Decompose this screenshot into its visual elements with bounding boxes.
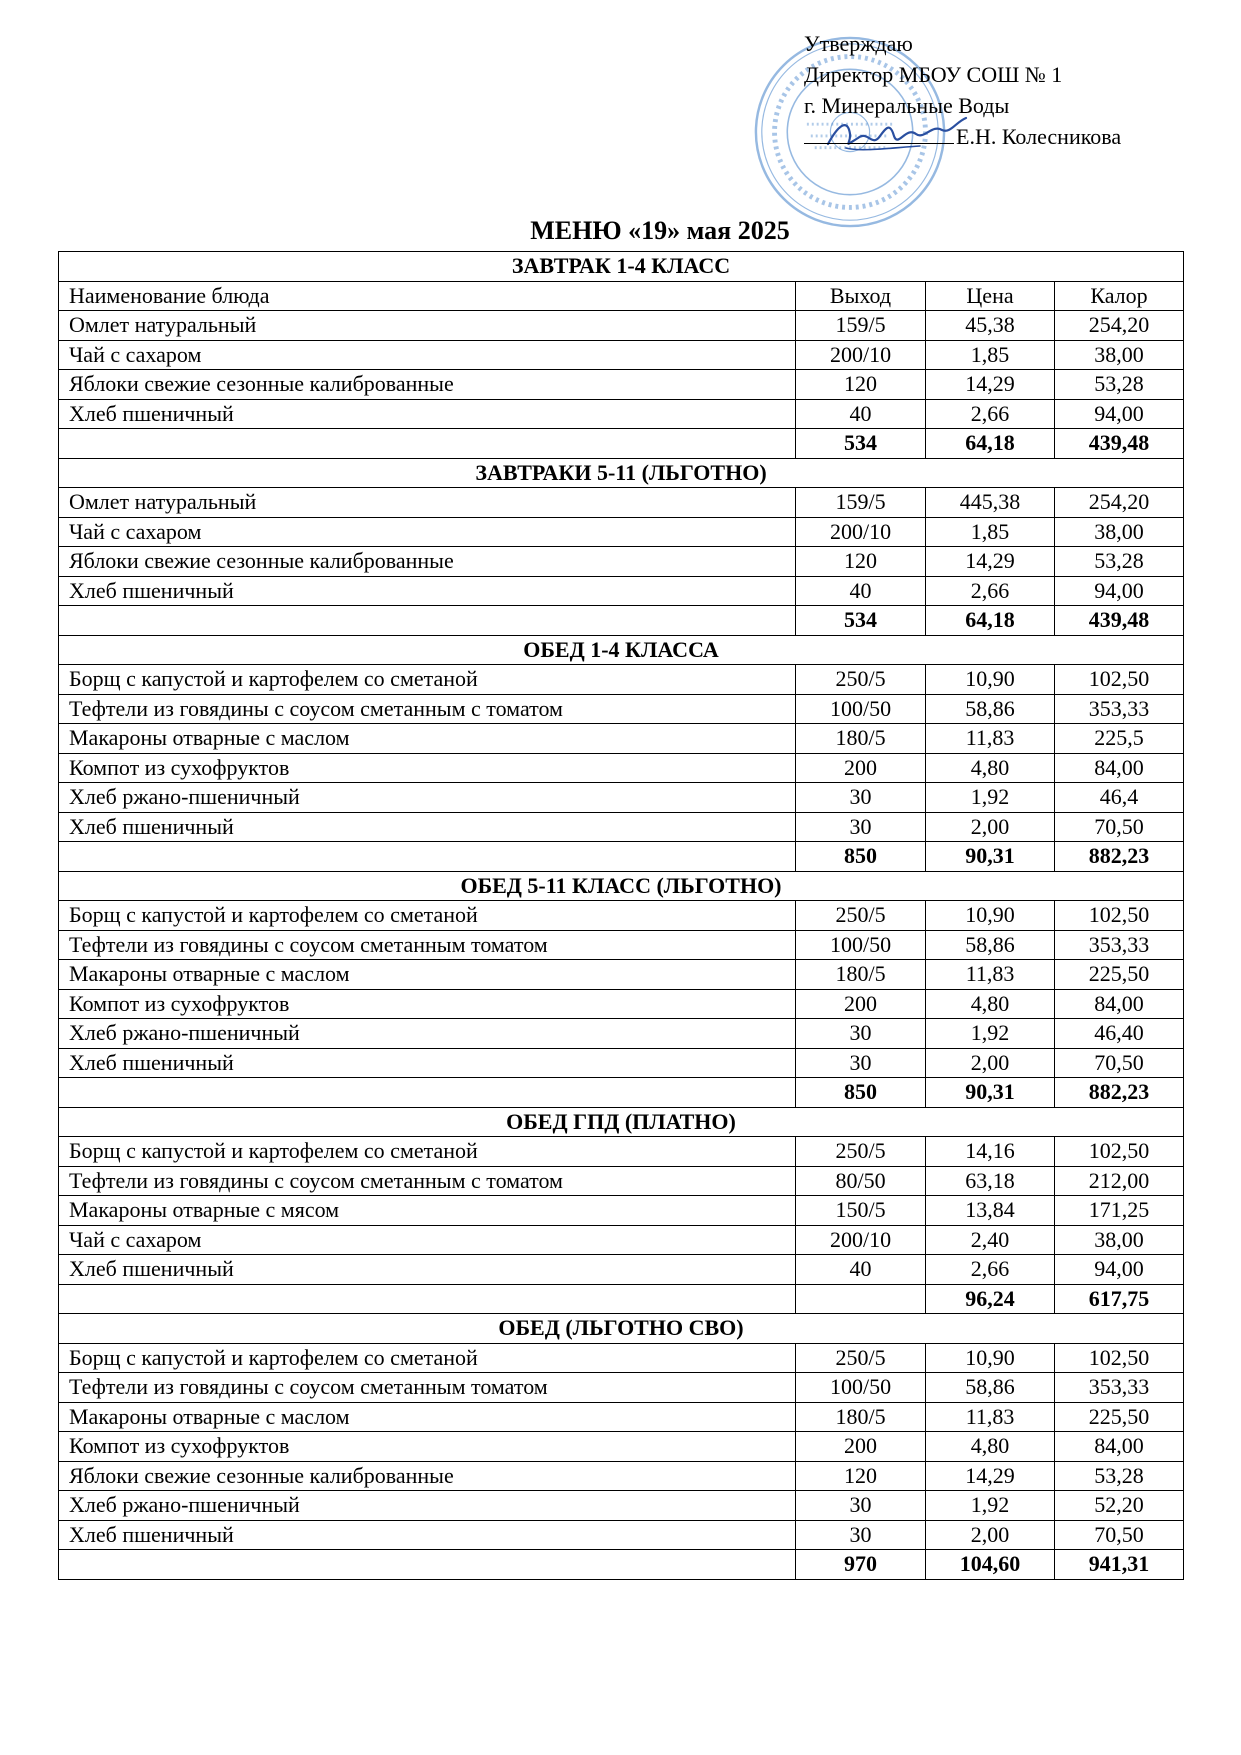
header-calories: Калор [1055,281,1184,311]
section-heading-row [59,871,1184,901]
table-row [59,488,1184,518]
total-calories: 882,23 [1055,842,1184,872]
dish-name: Яблоки свежие сезонные калиброванные [59,1461,796,1491]
dish-calories: 171,25 [1055,1196,1184,1226]
table-row [59,340,1184,370]
table-row [59,724,1184,754]
dish-price: 2,66 [926,576,1055,606]
dish-price: 10,90 [926,1343,1055,1373]
dish-calories: 102,50 [1055,1343,1184,1373]
total-row [59,1284,1184,1314]
dish-name: Компот из сухофруктов [59,989,796,1019]
table-row [59,1461,1184,1491]
dish-calories: 353,33 [1055,694,1184,724]
dish-price: 1,92 [926,1491,1055,1521]
dish-output: 150/5 [796,1196,926,1226]
total-output: 534 [796,606,926,636]
dish-name: Чай с сахаром [59,517,796,547]
total-output: 850 [796,842,926,872]
dish-name: Хлеб пшеничный [59,399,796,429]
dish-calories: 225,5 [1055,724,1184,754]
dish-calories: 102,50 [1055,665,1184,695]
dish-calories: 94,00 [1055,576,1184,606]
dish-calories: 38,00 [1055,517,1184,547]
dish-price: 4,80 [926,753,1055,783]
approval-position: Директор МБОУ СОШ № 1 [804,62,1063,87]
total-price: 64,18 [926,606,1055,636]
dish-name: Хлеб пшеничный [59,576,796,606]
dish-output: 100/50 [796,694,926,724]
dish-name: Борщ с капустой и картофелем со сметаной [59,1343,796,1373]
table-row [59,1166,1184,1196]
dish-name: Яблоки свежие сезонные калиброванные [59,547,796,577]
table-row [59,1048,1184,1078]
total-price: 96,24 [926,1284,1055,1314]
dish-output: 40 [796,576,926,606]
dish-calories: 52,20 [1055,1491,1184,1521]
dish-calories: 212,00 [1055,1166,1184,1196]
dish-calories: 70,50 [1055,1048,1184,1078]
total-calories: 439,48 [1055,429,1184,459]
dish-name: Тефтели из говядины с соусом сметанным томатом [59,1373,796,1403]
table-row [59,930,1184,960]
table-row [59,960,1184,990]
dish-name: Хлеб ржано-пшеничный [59,1019,796,1049]
dish-calories: 225,50 [1055,1402,1184,1432]
section-heading-row [59,635,1184,665]
dish-price: 2,66 [926,399,1055,429]
dish-name: Чай с сахаром [59,340,796,370]
table-row [59,1402,1184,1432]
menu-table [58,251,1184,1580]
dish-price: 14,29 [926,370,1055,400]
table-row [59,1520,1184,1550]
dish-output: 40 [796,399,926,429]
dish-output: 30 [796,1048,926,1078]
dish-output: 200 [796,1432,926,1462]
dish-calories: 94,00 [1055,1255,1184,1285]
table-row [59,517,1184,547]
dish-output: 200/10 [796,340,926,370]
dish-name: Макароны отварные с маслом [59,1402,796,1432]
dish-calories: 254,20 [1055,311,1184,341]
section-heading-row [59,1314,1184,1344]
dish-name: Компот из сухофруктов [59,753,796,783]
header-price: Цена [926,281,1055,311]
dish-name: Макароны отварные с маслом [59,960,796,990]
dish-name: Компот из сухофруктов [59,1432,796,1462]
total-label-empty [59,429,796,459]
signature-blank [804,123,954,144]
dish-calories: 94,00 [1055,399,1184,429]
dish-price: 1,85 [926,340,1055,370]
section-title: ЗАВТРАКИ 5-11 (ЛЬГОТНО) [59,458,1184,488]
table-row [59,576,1184,606]
total-calories: 439,48 [1055,606,1184,636]
dish-calories: 53,28 [1055,547,1184,577]
dish-calories: 53,28 [1055,1461,1184,1491]
dish-output: 40 [796,1255,926,1285]
total-calories: 882,23 [1055,1078,1184,1108]
dish-calories: 46,40 [1055,1019,1184,1049]
dish-price: 445,38 [926,488,1055,518]
dish-price: 1,85 [926,517,1055,547]
total-output: 534 [796,429,926,459]
dish-calories: 353,33 [1055,1373,1184,1403]
dish-price: 14,16 [926,1137,1055,1167]
dish-output: 200 [796,989,926,1019]
dish-calories: 84,00 [1055,989,1184,1019]
dish-output: 200/10 [796,517,926,547]
dish-calories: 353,33 [1055,930,1184,960]
dish-price: 11,83 [926,724,1055,754]
total-label-empty [59,842,796,872]
table-row [59,1255,1184,1285]
dish-name: Омлет натуральный [59,488,796,518]
dish-calories: 38,00 [1055,340,1184,370]
dish-calories: 225,50 [1055,960,1184,990]
dish-output: 250/5 [796,1137,926,1167]
dish-output: 200/10 [796,1225,926,1255]
table-row [59,1196,1184,1226]
dish-calories: 102,50 [1055,1137,1184,1167]
dish-calories: 84,00 [1055,1432,1184,1462]
total-price: 64,18 [926,429,1055,459]
dish-output: 120 [796,547,926,577]
total-row [59,1550,1184,1580]
table-row [59,399,1184,429]
table-row [59,812,1184,842]
total-output: 970 [796,1550,926,1580]
total-output: 850 [796,1078,926,1108]
table-row [59,1019,1184,1049]
dish-calories: 84,00 [1055,753,1184,783]
total-row [59,429,1184,459]
dish-name: Борщ с капустой и картофелем со сметаной [59,1137,796,1167]
dish-output: 120 [796,370,926,400]
dish-price: 14,29 [926,547,1055,577]
dish-calories: 102,50 [1055,901,1184,931]
dish-price: 2,00 [926,1048,1055,1078]
dish-price: 2,00 [926,1520,1055,1550]
dish-name: Тефтели из говядины с соусом сметанным с томатом [59,1166,796,1196]
dish-price: 14,29 [926,1461,1055,1491]
section-title: ЗАВТРАК 1-4 КЛАСС [59,252,1184,282]
dish-calories: 53,28 [1055,370,1184,400]
section-heading-row [59,252,1184,282]
table-row [59,783,1184,813]
dish-price: 45,38 [926,311,1055,341]
dish-price: 11,83 [926,1402,1055,1432]
dish-output: 30 [796,1491,926,1521]
total-label-empty [59,606,796,636]
dish-output: 250/5 [796,901,926,931]
approval-heading: Утверждаю [804,31,913,56]
dish-output: 250/5 [796,665,926,695]
section-title: ОБЕД (ЛЬГОТНО СВО) [59,1314,1184,1344]
dish-name: Борщ с капустой и картофелем со сметаной [59,665,796,695]
table-row [59,1491,1184,1521]
dish-name: Макароны отварные с мясом [59,1196,796,1226]
header-name: Наименование блюда [59,281,796,311]
table-row [59,1373,1184,1403]
table-row [59,665,1184,695]
table-row [59,989,1184,1019]
total-price: 90,31 [926,1078,1055,1108]
table-row [59,370,1184,400]
total-calories: 941,31 [1055,1550,1184,1580]
dish-name: Хлеб пшеничный [59,812,796,842]
dish-output: 100/50 [796,1373,926,1403]
dish-name: Хлеб пшеничный [59,1255,796,1285]
page-title: МЕНЮ «19» мая 2025 [530,216,790,245]
dish-output: 120 [796,1461,926,1491]
dish-output: 80/50 [796,1166,926,1196]
dish-output: 159/5 [796,488,926,518]
total-calories: 617,75 [1055,1284,1184,1314]
dish-calories: 70,50 [1055,812,1184,842]
approval-block [804,28,1121,152]
dish-calories: 46,4 [1055,783,1184,813]
dish-output: 200 [796,753,926,783]
section-title: ОБЕД 5-11 КЛАСС (ЛЬГОТНО) [59,871,1184,901]
section-heading-row [59,1107,1184,1137]
dish-output: 159/5 [796,311,926,341]
dish-name: Борщ с капустой и картофелем со сметаной [59,901,796,931]
section-heading-row [59,458,1184,488]
total-price: 104,60 [926,1550,1055,1580]
approval-city: г. Минеральные Воды [804,93,1010,118]
dish-name: Тефтели из говядины с соусом сметанным томатом [59,930,796,960]
total-label-empty [59,1078,796,1108]
dish-calories: 254,20 [1055,488,1184,518]
dish-price: 2,66 [926,1255,1055,1285]
dish-output: 30 [796,812,926,842]
total-label-empty [59,1284,796,1314]
dish-price: 58,86 [926,694,1055,724]
dish-name: Хлеб пшеничный [59,1520,796,1550]
menu-table-body [59,252,1184,1580]
dish-price: 63,18 [926,1166,1055,1196]
dish-price: 58,86 [926,930,1055,960]
dish-price: 11,83 [926,960,1055,990]
total-row [59,842,1184,872]
dish-name: Хлеб ржано-пшеничный [59,783,796,813]
dish-price: 1,92 [926,783,1055,813]
dish-name: Чай с сахаром [59,1225,796,1255]
dish-price: 10,90 [926,901,1055,931]
table-row [59,694,1184,724]
dish-price: 10,90 [926,665,1055,695]
approval-signature-line [804,121,1121,152]
dish-price: 1,92 [926,1019,1055,1049]
total-output [796,1284,926,1314]
dish-output: 30 [796,1019,926,1049]
total-row [59,606,1184,636]
dish-name: Омлет натуральный [59,311,796,341]
dish-price: 58,86 [926,1373,1055,1403]
column-header-row [59,281,1184,311]
dish-name: Яблоки свежие сезонные калиброванные [59,370,796,400]
dish-output: 180/5 [796,960,926,990]
total-price: 90,31 [926,842,1055,872]
table-row [59,547,1184,577]
section-title: ОБЕД 1-4 КЛАССА [59,635,1184,665]
table-row [59,753,1184,783]
dish-price: 2,00 [926,812,1055,842]
approval-signer: Е.Н. Колесникова [956,124,1122,149]
dish-output: 100/50 [796,930,926,960]
total-row [59,1078,1184,1108]
table-row [59,1343,1184,1373]
section-title: ОБЕД ГПД (ПЛАТНО) [59,1107,1184,1137]
dish-calories: 38,00 [1055,1225,1184,1255]
dish-output: 250/5 [796,1343,926,1373]
dish-output: 180/5 [796,1402,926,1432]
dish-price: 4,80 [926,1432,1055,1462]
dish-name: Макароны отварные с маслом [59,724,796,754]
dish-name: Хлеб пшеничный [59,1048,796,1078]
table-row [59,1225,1184,1255]
dish-price: 13,84 [926,1196,1055,1226]
table-row [59,901,1184,931]
dish-price: 4,80 [926,989,1055,1019]
dish-name: Хлеб ржано-пшеничный [59,1491,796,1521]
dish-name: Тефтели из говядины с соусом сметанным с томатом [59,694,796,724]
dish-output: 30 [796,1520,926,1550]
dish-price: 2,40 [926,1225,1055,1255]
table-row [59,1137,1184,1167]
table-row [59,311,1184,341]
total-label-empty [59,1550,796,1580]
table-row [59,1432,1184,1462]
dish-output: 180/5 [796,724,926,754]
header-output: Выход [796,281,926,311]
dish-output: 30 [796,783,926,813]
dish-calories: 70,50 [1055,1520,1184,1550]
